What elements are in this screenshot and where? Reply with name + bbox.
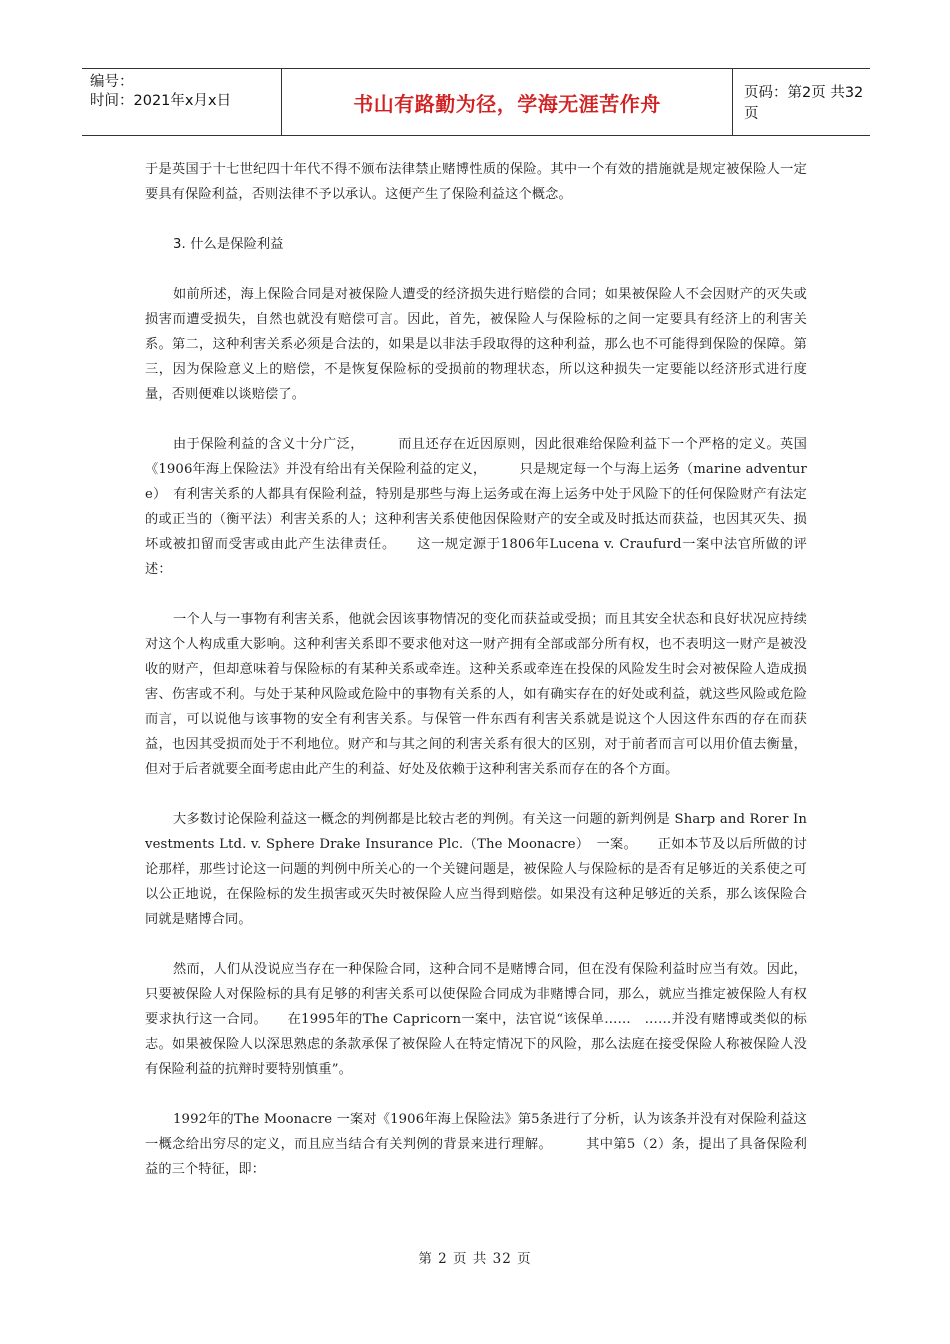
paragraph-quote: 一个人与一事物有利害关系，他就会因该事物情况的变化而获益或受损；而且其安全状态和良好状况应持续对这个人构成重大影响。这种利害关系即不要求他对这一财产拥有全部或部分所有权，也不表明这一财产是被没收的财产，但却意味着与保险标的有某种关系或牵连。这种关系或牵连在投保的风险发生时会对被保险人造成损害、伤害或不利。与处于某种风险或危险中的事物有关系的人，如有确实存在的好处或利益，就这些风险或危险而言，可以说他与该事物的安全有利害关系。与保管一件东西有利害关系就是说这个人因这件东西的存在而获益，也因其受损而处于不利地位。财产和与其之间的利害关系有很大的区别，对于前者而言可以用价值去衡量，但对于后者就要全面考虑由此产生的利益、好处及依赖于这种利害关系而存在的各个方面。	[145, 612, 807, 777]
page-footer: 第 2 页 共 32 页	[418, 1251, 532, 1267]
section-heading: 3. 什么是保险利益	[173, 237, 284, 252]
document-body	[145, 157, 807, 1207]
header-meta	[90, 73, 280, 111]
paragraph: 由于保险利益的含义十分广泛， 而且还存在近因原则，因此很难给保险利益下一个严格的定义。英国《1906年海上保险法》并没有给出有关保险利益的定义， 只是规定每一个与海上运务（marine adventure） 有利害关系的人都具有保险利益，特别是那些与海上运务或在海上运务中处于风险下的任何保险财产有法定的或正当的（衡平法）利害关系的人；这种利害关系使他因保险财产的安全或及时抵达而获益，也因其灭失、损坏或被扣留而受害或由此产生法律责任。 这一规定源于1806年Lucena v. Craufurd一案中法官所做的评述：	[145, 437, 807, 577]
paragraph: 如前所述，海上保险合同是对被保险人遭受的经济损失进行赔偿的合同；如果被保险人不会因财产的灭失或损害而遭受损失，自然也就没有赔偿可言。因此，首先，被保险人与保险标的之间一定要具有经济上的利害关系。第二，这种利害关系必须是合法的，如果是以非法手段取得的这种利益，那么也不可能得到保险的保障。第三，因为保险意义上的赔偿，不是恢复保险标的受损前的物理状态，所以这种损失一定要能以经济形式进行度量，否则便难以谈赔偿了。	[145, 287, 807, 402]
page-header	[82, 68, 870, 136]
header-page-info: 页码：第2页 共32页	[744, 85, 864, 122]
paragraph: 1992年的The Moonacre 一案对《1906年海上保险法》第5条进行了分析，认为该条并没有对保险利益这一概念给出穷尽的定义，而且应当结合有关判例的背景来进行理解。 其中第5（2）条，提出了具备保险利益的三个特征，即：	[145, 1112, 807, 1177]
document-number-label: 编号：	[90, 74, 134, 90]
paragraph: 然而，人们从没说应当存在一种保险合同，这种合同不是赌博合同，但在没有保险利益时应当有效。因此，只要被保险人对保险标的具有足够的利害关系可以使保险合同成为非赌博合同，那么，就应当推定被保险人有权要求执行这一合同。 在1995年的The Capricorn一案中，法官说“该保单…… ……并没有赌博或类似的标志。如果被保险人以深思熟虑的条款承保了被保险人在特定情况下的风险，那么法庭在接受保险人称被保险人没有保险利益的抗辩时要特别慎重”。	[145, 962, 807, 1077]
paragraph-continuation: 于是英国于十七世纪四十年代不得不颁布法律禁止赌博性质的保险。其中一个有效的措施就是规定被保险人一定要具有保险利益，否则法律不予以承认。这便产生了保险利益这个概念。	[145, 162, 807, 202]
header-motto: 书山有路勤为径，学海无涯苦作舟	[281, 69, 733, 135]
document-date-label: 时间：2021年x月x日	[90, 93, 232, 109]
paragraph: 大多数讨论保险利益这一概念的判例都是比较古老的判例。有关这一问题的新判例是 Sharp and Rorer Investments Ltd. v. Sphere Drake Insurance Plc.（The Moonacre） 一案。 正如本节及以后所做的讨论那样，那些讨论这一问题的判例中所关心的一个关键问题是，被保险人与保险标的是否有足够近的关系使之可以公正地说，在保险标的发生损害或灭失时被保险人应当得到赔偿。如果没有这种足够近的关系，那么该保险合同就是赌博合同。	[145, 812, 807, 927]
